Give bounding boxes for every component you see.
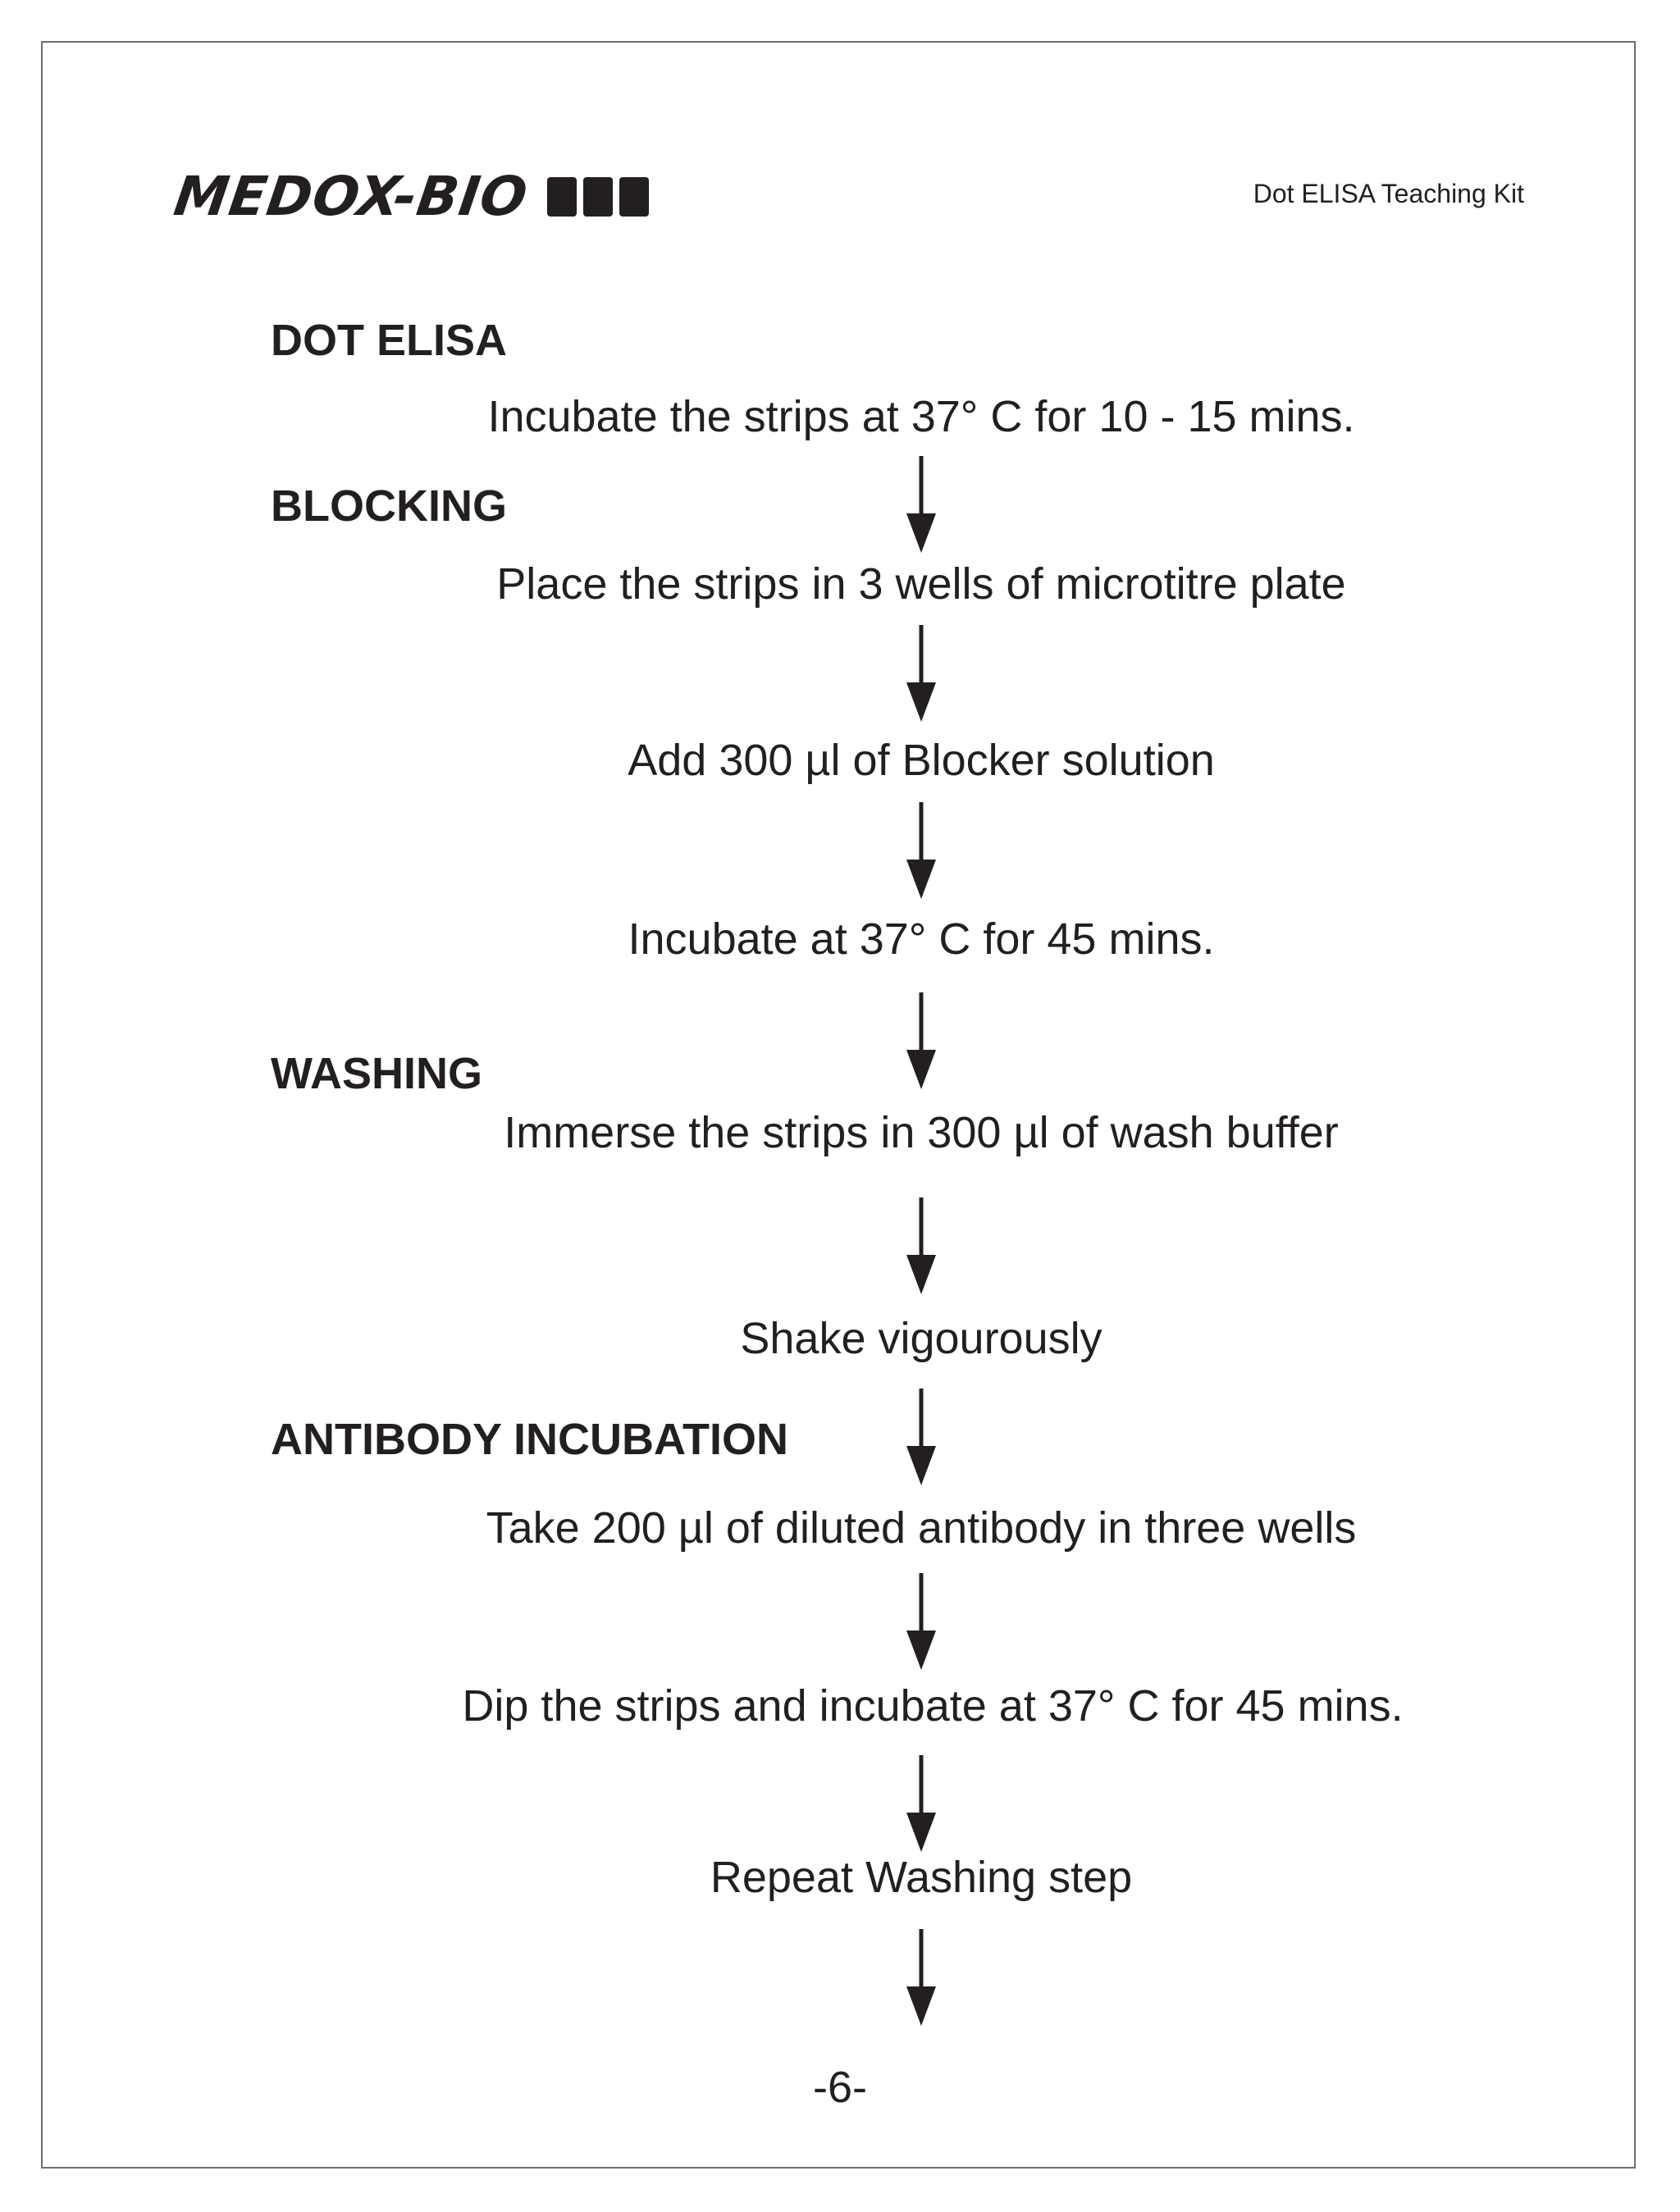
flow-step: Dip the strips and incubate at 37° C for 45 mins.: [462, 1681, 1404, 1731]
section-heading-washing: WASHING: [271, 1049, 483, 1098]
section-heading-blocking: BLOCKING: [271, 481, 507, 531]
down-arrow-icon: [906, 625, 936, 722]
down-arrow-icon: [906, 1197, 936, 1294]
down-arrow-icon: [906, 1573, 936, 1670]
flow-step: Immerse the strips in 300 µl of wash buffer: [504, 1108, 1339, 1157]
kit-title: Dot ELISA Teaching Kit: [1253, 179, 1524, 208]
down-arrow-icon: [906, 456, 936, 553]
down-arrow-icon: [906, 992, 936, 1089]
section-heading-dot-elisa: DOT ELISA: [271, 316, 508, 365]
flow-step: Incubate at 37° C for 45 mins.: [628, 914, 1215, 964]
flow-step: Shake vigourously: [740, 1314, 1102, 1363]
flow-step: Incubate the strips at 37° C for 10 - 15 mins.: [487, 392, 1355, 441]
logo-text: MEDOX-BIO: [170, 165, 532, 228]
flow-step: Add 300 µl of Blocker solution: [628, 736, 1215, 785]
flow-step: Repeat Washing step: [710, 1853, 1133, 1902]
logo-block: [619, 177, 649, 217]
down-arrow-icon: [906, 802, 936, 899]
flow-step: Place the strips in 3 wells of microtitre plate: [496, 559, 1346, 609]
section-heading-antibody-incubation: ANTIBODY INCUBATION: [271, 1415, 788, 1464]
logo-block: [583, 177, 613, 217]
down-arrow-icon: [906, 1929, 936, 2026]
down-arrow-icon: [906, 1755, 936, 1852]
flow-step: Take 200 µl of diluted antibody in three wells: [486, 1503, 1357, 1553]
logo-block: [547, 177, 577, 217]
page-number: -6-: [813, 2063, 867, 2112]
logo-blocks-icon: [547, 177, 649, 217]
down-arrow-icon: [906, 1389, 936, 1485]
brand-logo: [170, 165, 649, 228]
